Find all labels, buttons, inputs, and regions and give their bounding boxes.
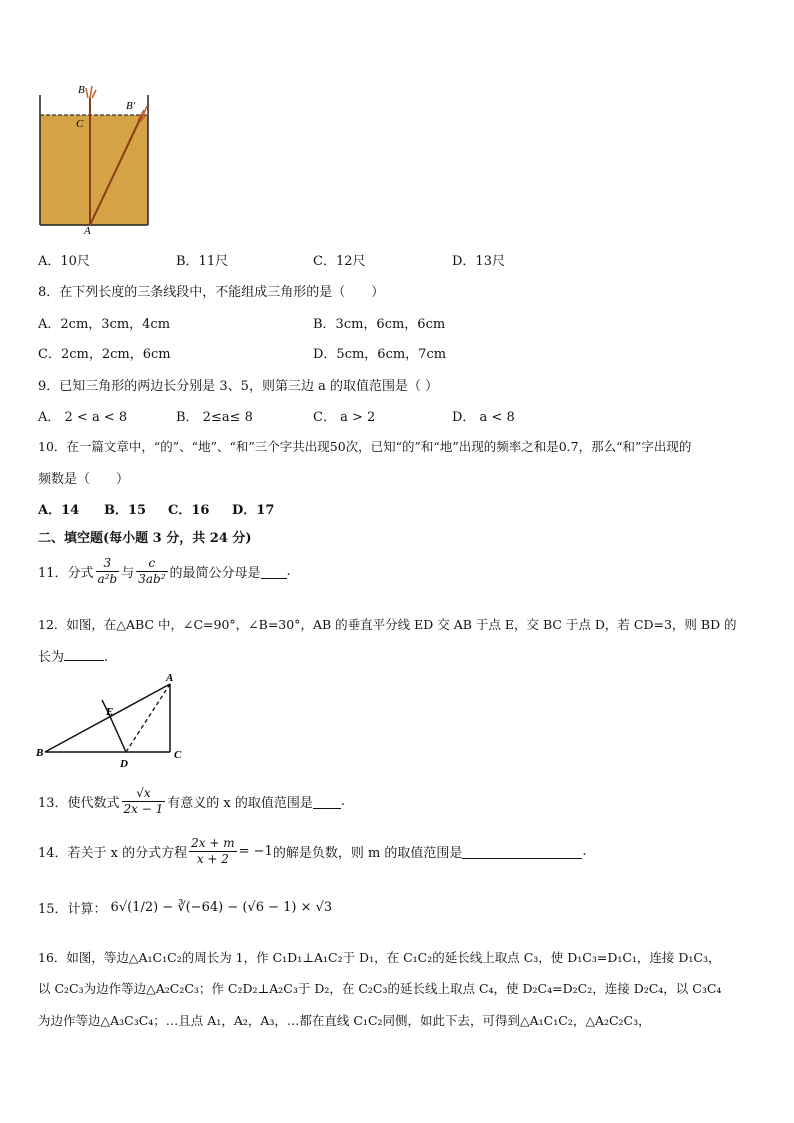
label-A: A <box>166 672 174 684</box>
q15 <box>38 898 332 917</box>
q13-prefix: 13．使代数式 <box>38 796 120 811</box>
q11-f1-denominator: a²b <box>97 572 118 586</box>
q10-option-c: C．16 <box>168 503 210 518</box>
q15-expression: 6√(1/2) − ∛(−64) − (√6 − 1) × √3 <box>110 900 333 915</box>
q8-option-c: C．2cm，2cm，6cm <box>38 347 171 362</box>
q13-end: . <box>340 794 346 809</box>
q10-stem-line2: 频数是（ ） <box>38 472 130 487</box>
triangle-figure <box>30 670 190 770</box>
q10-option-b: B．15 <box>104 503 147 518</box>
q11 <box>38 556 291 587</box>
q9-option-c: C． a > 2 <box>313 410 376 425</box>
q11-prefix: 11．分式 <box>38 566 94 581</box>
section2-title: 二、填空题(每小题 3 分，共 24 分) <box>38 531 252 546</box>
q13-fraction <box>122 786 166 817</box>
label-C: C <box>76 118 84 130</box>
segment-BA <box>45 684 170 752</box>
q12-end: . <box>104 650 109 665</box>
q16-line3: 为边作等边△A₃C₃C₄；…且点 A₁，A₂，A₃，…都在直线 C₁C₂同侧，如此下去，可得到△A₁C₁C₂，△A₂C₂C₃， <box>38 1013 651 1028</box>
q13-suffix: 有意义的 x 的取值范围是 <box>167 796 313 811</box>
q14-suffix: 的解是负数，则 m 的取值范围是 <box>272 846 463 861</box>
q9-option-b: B． 2≤a≤ 8 <box>176 410 253 425</box>
label-D: D <box>120 758 128 770</box>
tank-figure <box>30 80 160 235</box>
q8-stem: 8．在下列长度的三条线段中，不能组成三角形的是（ ） <box>38 285 385 300</box>
segment-AD-dashed <box>126 684 170 752</box>
q13-denominator: 2x − 1 <box>123 802 164 816</box>
q13-answer-blank[interactable] <box>313 794 341 809</box>
q12-line1: 12．如图，在△ABC 中，∠C=90°，∠B=30°，AB 的垂直平分线 ED 交 AB 于点 E，交 BC 于点 D，若 CD=3，则 BD 的 <box>38 617 737 632</box>
q9-option-d: D． a < 8 <box>452 410 515 425</box>
segment-ED <box>108 712 126 752</box>
label-Bprime: B′ <box>126 100 136 112</box>
q11-mid: 与 <box>121 566 135 581</box>
q11-end: . <box>286 564 291 579</box>
q14-numerator: 2x + m <box>191 836 235 850</box>
q14-denominator: x + 2 <box>196 852 229 866</box>
q12-line2 <box>38 646 108 665</box>
q14-end: . <box>582 844 587 859</box>
water-body <box>40 115 148 225</box>
q11-f2-numerator: c <box>136 556 167 572</box>
q13-numerator: √x <box>122 786 166 802</box>
q11-fraction-1 <box>96 556 120 587</box>
q14-answer-blank[interactable] <box>462 844 582 859</box>
q11-suffix: 的最简公分母是 <box>169 566 261 581</box>
q7-option-c: C．12尺 <box>313 254 366 269</box>
label-B: B <box>36 747 44 759</box>
q12-answer-blank[interactable] <box>64 646 104 661</box>
q7-option-a: A．10尺 <box>38 254 90 269</box>
q11-answer-blank[interactable] <box>261 564 287 579</box>
q14-fraction <box>189 836 236 867</box>
label-E: E <box>106 706 114 718</box>
q7-option-b: B．11尺 <box>176 254 229 269</box>
q9-stem: 9．已知三角形的两边长分别是 3、5，则第三边 a 的取值范围是（ ） <box>38 379 439 394</box>
label-C: C <box>174 749 182 761</box>
q14-prefix: 14．若关于 x 的分式方程 <box>38 846 188 861</box>
q10-option-a: A．14 <box>38 503 80 518</box>
q8-option-b: B．3cm，6cm，6cm <box>313 317 446 332</box>
q11-f2-denominator: 3ab² <box>138 572 166 586</box>
q15-prefix: 15．计算： <box>38 902 107 917</box>
q11-fraction-2 <box>136 556 167 587</box>
q9-option-a: A． 2 < a < 8 <box>38 410 128 425</box>
q8-option-a: A．2cm，3cm，4cm <box>38 317 171 332</box>
label-A: A <box>84 225 91 235</box>
q14-eq: = −1 <box>238 844 273 859</box>
q14 <box>38 836 587 867</box>
q10-stem-line1: 10．在一篇文章中，“的”、“地”、“和”三个字共出现50次，已知“的”和“地”出现的频率之和是0.7，那么“和”字出现的 <box>38 439 692 454</box>
q13 <box>38 786 345 817</box>
q8-option-d: D．5cm，6cm，7cm <box>313 347 447 362</box>
reed-tip-b <box>86 86 96 98</box>
label-B: B <box>78 84 85 96</box>
q10-option-d: D．17 <box>232 503 275 518</box>
q11-f1-numerator: 3 <box>96 556 120 572</box>
q16-line2: 以 C₂C₃为边作等边△A₂C₂C₃；作 C₂D₂⊥A₂C₃于 D₂，在 C₂C₃的延长线上取点 C₄，使 D₂C₄=D₂C₂，连接 D₂C₄，以 C₃C₄ <box>38 981 722 996</box>
q7-option-d: D．13尺 <box>452 254 505 269</box>
q12-line2-prefix: 长为 <box>38 650 65 665</box>
q16-line1: 16．如图，等边△A₁C₁C₂的周长为 1，作 C₁D₁⊥A₁C₂于 D₁，在 C₁C₂的延长线上取点 C₃，使 D₁C₃=D₁C₁，连接 D₁C₃， <box>38 950 721 965</box>
